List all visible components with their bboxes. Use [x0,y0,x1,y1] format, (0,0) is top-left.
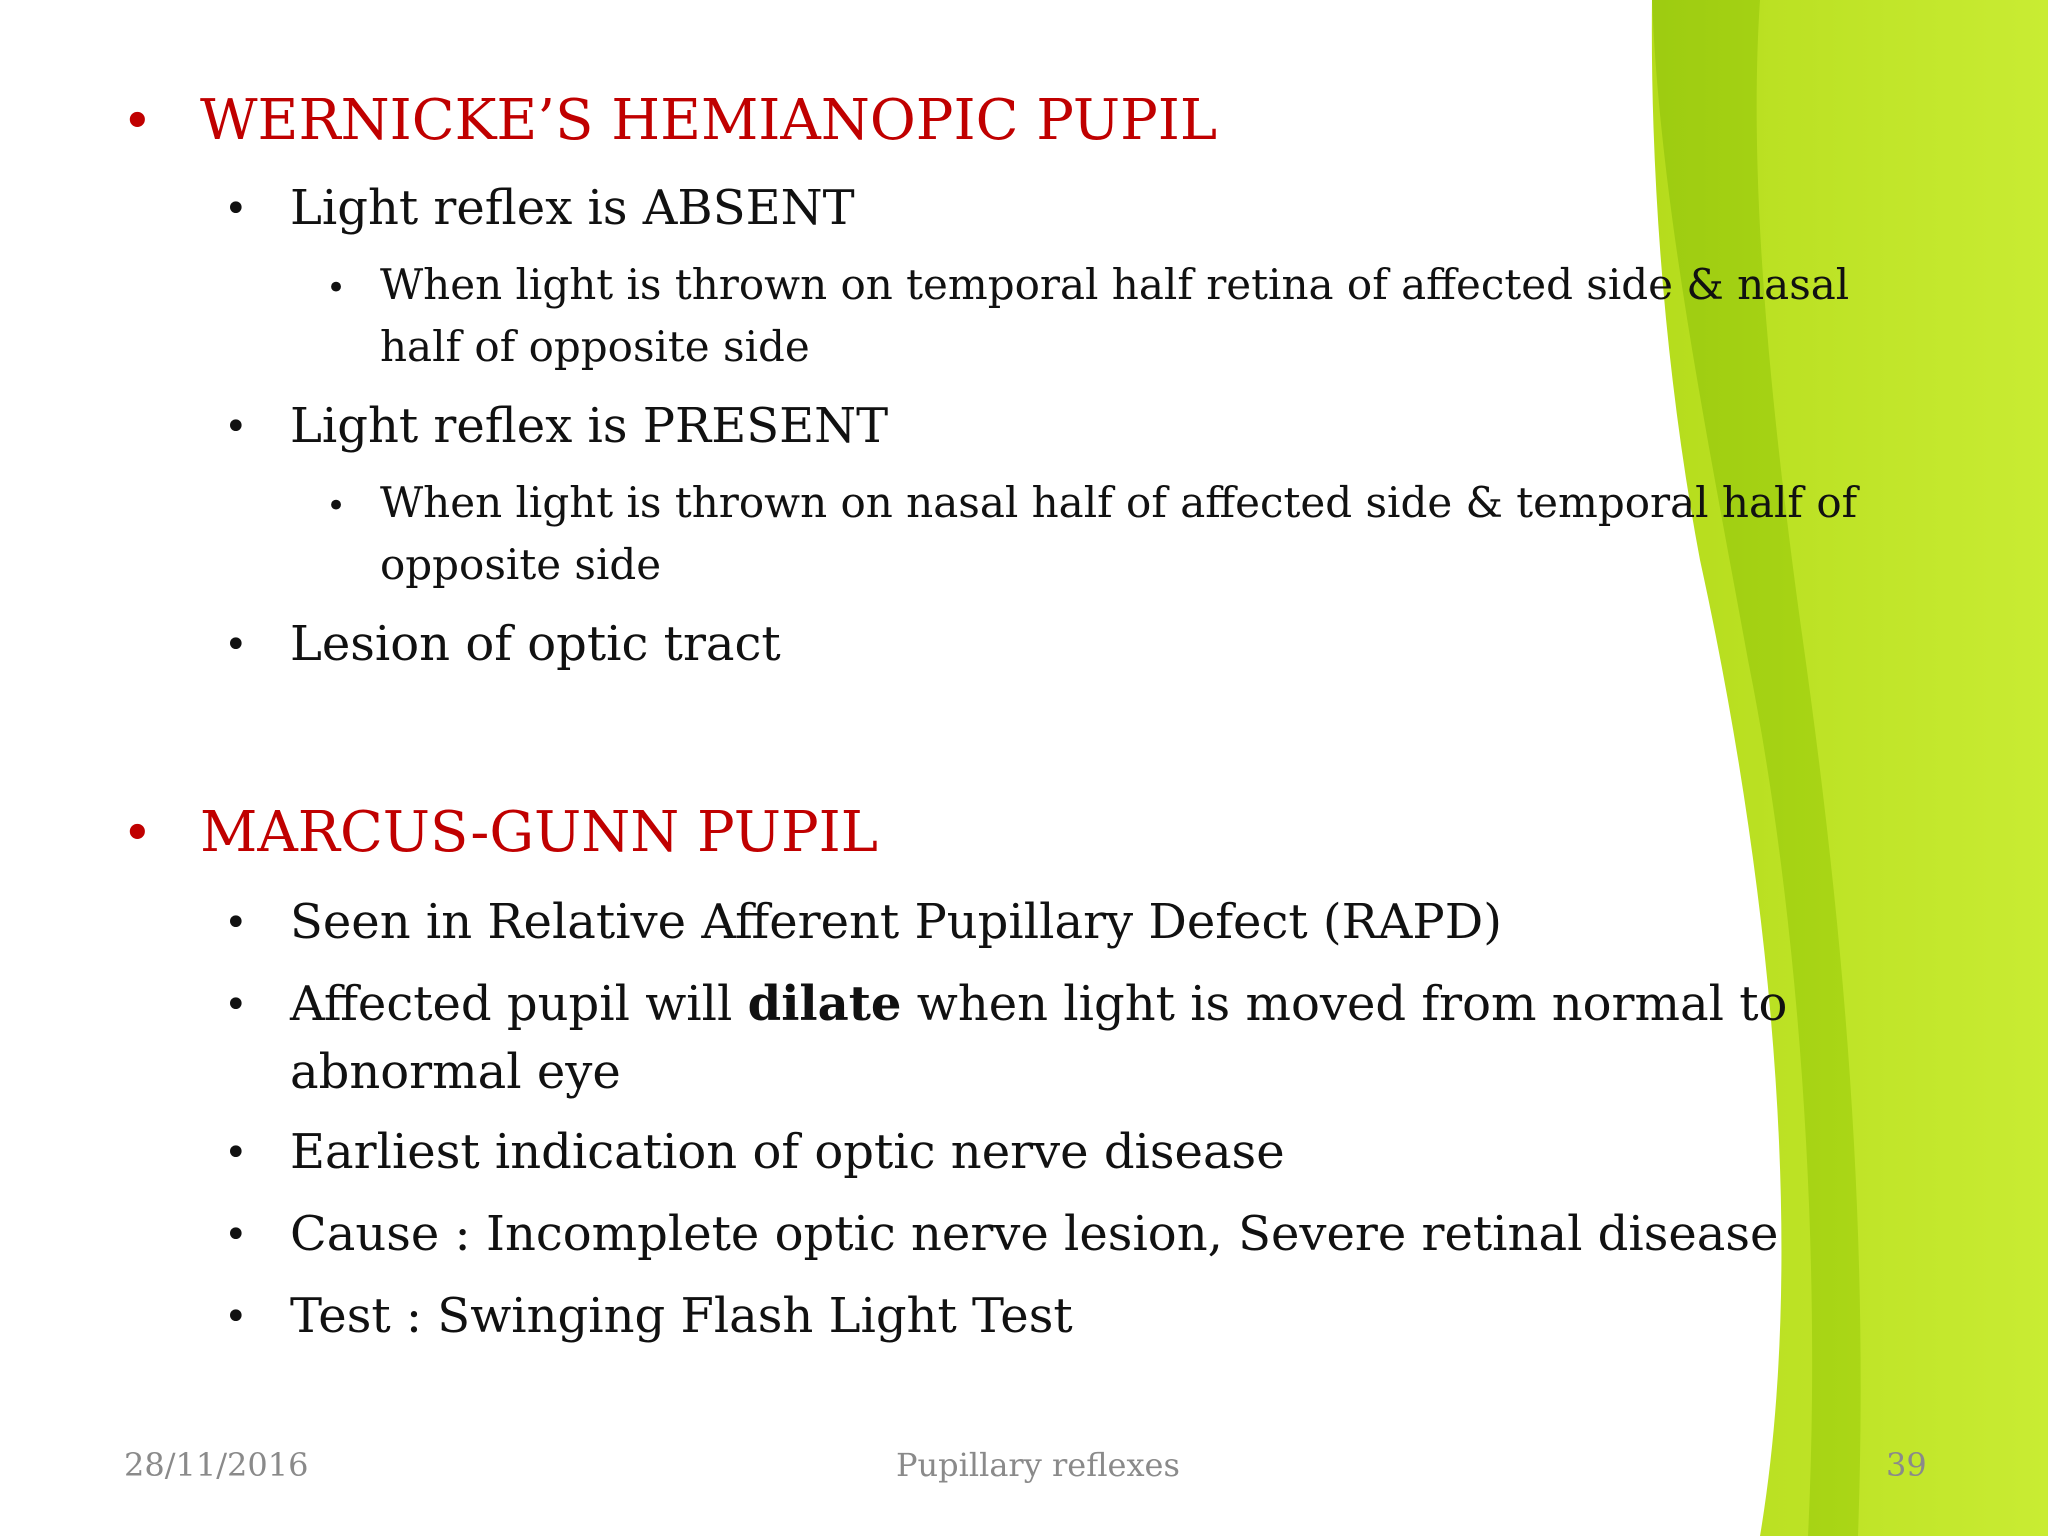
section2-item2-line2: abnormal eye [290,1044,621,1100]
section1-item2-bullet: • [224,404,248,450]
section2-item3-bullet: • [224,1130,248,1176]
section1-item1-bullet: • [224,186,248,232]
section1-item1-sub-line1: When light is thrown on temporal half retina of affected side & nasal [380,260,1850,309]
section1-item2-text: Light reflex is PRESENT [290,398,889,454]
section1-item2-sub-bullet: • [326,486,347,526]
section2-bullet: • [122,804,153,864]
section1-item3-bullet: • [224,622,248,668]
section1-bullet: • [122,92,153,152]
section1-title: WERNICKE’S HEMIANOPIC PUPIL [200,88,1218,153]
section1-item2-sub-line2: opposite side [380,540,662,589]
section2-item3-text: Earliest indication of optic nerve disease [290,1124,1285,1180]
section2-item5-bullet: • [224,1294,248,1340]
section2-item1-bullet: • [224,900,248,946]
footer-title: Pupillary reflexes [896,1446,1180,1484]
footer-page-number: 39 [1886,1446,1927,1484]
section1-item1-sub-line2: half of opposite side [380,322,810,371]
section2-item4-bullet: • [224,1212,248,1258]
section2-item4-text: Cause : Incomplete optic nerve lesion, Severe retinal disease [290,1206,1779,1262]
section2-item5-text: Test : Swinging Flash Light Test [290,1288,1073,1344]
section1-item1-sub-bullet: • [326,268,347,308]
section2-item2-bullet: • [224,982,248,1028]
section2-item2-text-bold: dilate [747,976,902,1032]
section1-item3-text: Lesion of optic tract [290,616,781,672]
section2-item2-line1 [290,976,1787,1032]
section1-item2-sub-line1: When light is thrown on nasal half of affected side & temporal half of [380,478,1858,527]
section2-title: MARCUS-GUNN PUPIL [200,800,878,865]
footer-date: 28/11/2016 [124,1446,309,1484]
section1-item1-text: Light reflex is ABSENT [290,180,855,236]
section2-item2-text-before: Affected pupil will [290,976,748,1032]
section2-item2-text-after: when light is moved from normal to [901,976,1788,1032]
section2-item1-text: Seen in Relative Afferent Pupillary Defect (RAPD) [290,894,1502,950]
